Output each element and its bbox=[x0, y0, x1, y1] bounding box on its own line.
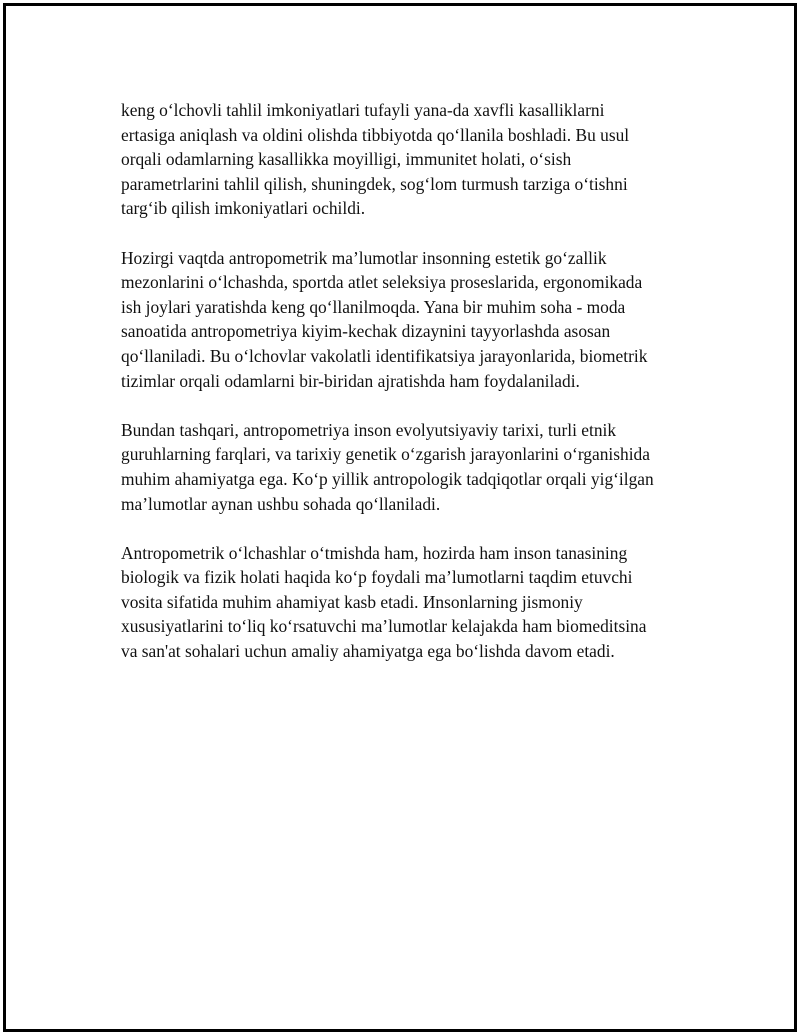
text-line: biologik va fizik holati haqida ko‘p foydali ma’lumotlarni taqdim etuvchi bbox=[121, 567, 633, 588]
paragraph-3 bbox=[121, 418, 701, 516]
text-line: vosita sifatida muhim ahamiyat kasb etadi. Иnsonlarning jismoniy bbox=[121, 591, 583, 612]
paragraph-4 bbox=[121, 541, 701, 664]
text-line: orqali odamlarning kasallikka moyilligi, immunitet holati, o‘sish bbox=[121, 149, 572, 170]
paragraph-2 bbox=[121, 246, 701, 394]
text-line: mezonlarini o‘lchashda, sportda atlet seleksiya proseslarida, ergonomikada bbox=[121, 272, 643, 293]
text-line: Antropometrik o‘lchashlar o‘tmishda ham, hozirda ham inson tanasining bbox=[121, 542, 628, 563]
page-frame bbox=[3, 3, 797, 1032]
text-line: Hozirgi vaqtda antropometrik ma’lumotlar insonning estetik go‘zallik bbox=[121, 247, 607, 268]
text-line: muhim ahamiyatga ega. Ko‘p yillik antropologik tadqiqotlar orqali yig‘ilgan bbox=[121, 468, 654, 489]
text-line: qo‘llaniladi. Bu o‘lchovlar vakolatli identifikatsiya jarayonlarida, biometrik bbox=[121, 345, 648, 366]
text-line: keng o‘lchovli tahlil imkoniyatlari tufayli yana-da xavfli kasalliklarni bbox=[121, 100, 605, 120]
text-line: sanoatida antropometriya kiyim-kechak dizaynini tayyorlashda asosan bbox=[121, 321, 611, 342]
text-line: guruhlarning farqlari, va tarixiy genetik o‘zgarish jarayonlarini o‘rganishida bbox=[121, 444, 650, 465]
text-line: va san'at sohalari uchun amaliy ahamiyatga ega bo‘lishda davom etadi. bbox=[121, 641, 615, 662]
text-line: xususiyatlarini to‘liq ko‘rsatuvchi ma’lumotlar kelajakda ham biomeditsina bbox=[121, 616, 647, 637]
text-line: parametrlarini tahlil qilish, shuningdek, sog‘lom turmush tarziga o‘tishni bbox=[121, 173, 628, 194]
text-line: targ‘ib qilish imkoniyatlari ochildi. bbox=[121, 198, 366, 219]
text-line: Bundan tashqari, antropometriya inson evolyutsiyaviy tarixi, turli etnik bbox=[121, 419, 617, 440]
text-line: tizimlar orqali odamlarni bir-biridan ajratishda ham foydalaniladi. bbox=[121, 370, 580, 391]
paragraph-1 bbox=[121, 98, 701, 221]
document-body bbox=[121, 98, 701, 688]
text-line: ma’lumotlar aynan ushbu sohada qo‘llaniladi. bbox=[121, 493, 441, 514]
text-line: ish joylari yaratishda keng qo‘llanilmoqda. Yana bir muhim soha - moda bbox=[121, 296, 626, 317]
text-line: ertasiga aniqlash va oldini olishda tibbiyotda qo‘llanila boshladi. Bu usul bbox=[121, 124, 630, 145]
